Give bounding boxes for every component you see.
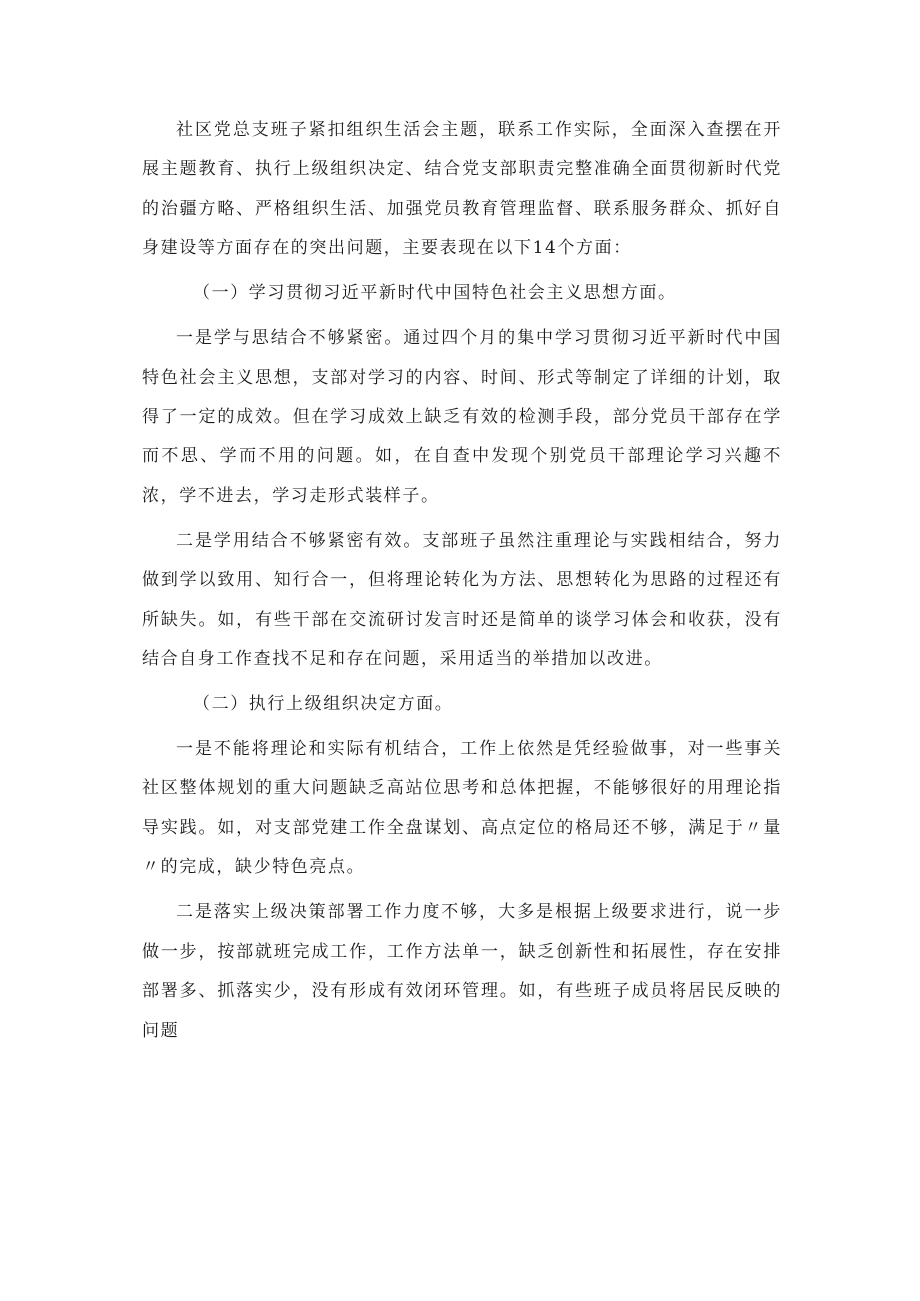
paragraph-1-1: 一是学与思结合不够紧密。通过四个月的集中学习贯彻习近平新时代中国特色社会主义思想，支部对学习的内容、时间、形式等制定了详细的计划，取得了一定的成效。但在学习成效上缺乏有效的检测手段，部分党员干部存在学而不思、学而不用的问题。如，在自查中发现个别党员干部理论学习兴趣不浓，学不进去，学习走形式装样子。	[142, 328, 782, 506]
paragraph-2-2: 二是落实上级决策部署工作力度不够，大多是根据上级要求进行，说一步做一步，按部就班完成工作，工作方法单一，缺乏创新性和拓展性，存在安排部署多、抓落实少，没有形成有效闭环管理。如，有些班子成员将居民反映的问题	[142, 902, 782, 1041]
intro-paragraph: 社区党总支班子紧扣组织生活会主题，联系工作实际，全面深入查摆在开展主题教育、执行上级组织决定、结合党支部职责完整准确全面贯彻新时代党的治疆方略、严格组织生活、加强党员教育管理监督、联系服务群众、抓好自身建设等方面存在的突出问题，主要表现在以下14个方面：	[142, 120, 782, 259]
paragraph-2-1: 一是不能将理论和实际有机结合，工作上依然是凭经验做事，对一些事关社区整体规划的重大问题缺乏高站位思考和总体把握，不能够很好的用理论指导实践。如，对支部党建工作全盘谋划、高点定位的格局还不够，满足于〃量〃的完成，缺少特色亮点。	[142, 739, 782, 878]
document-body	[142, 111, 782, 1057]
section-heading-1: （一）学习贯彻习近平新时代中国特色社会主义思想方面。	[193, 283, 677, 304]
paragraph-1-2: 二是学用结合不够紧密有效。支部班子虽然注重理论与实践相结合，努力做到学以致用、知行合一，但将理论转化为方法、思想转化为思路的过程还有所缺失。如，有些干部在交流研讨发言时还是简单的谈学习体会和收获，没有结合自身工作查找不足和存在问题，采用适当的举措加以改进。	[142, 530, 782, 670]
section-heading-2: （二）执行上级组织决定方面。	[193, 694, 454, 715]
